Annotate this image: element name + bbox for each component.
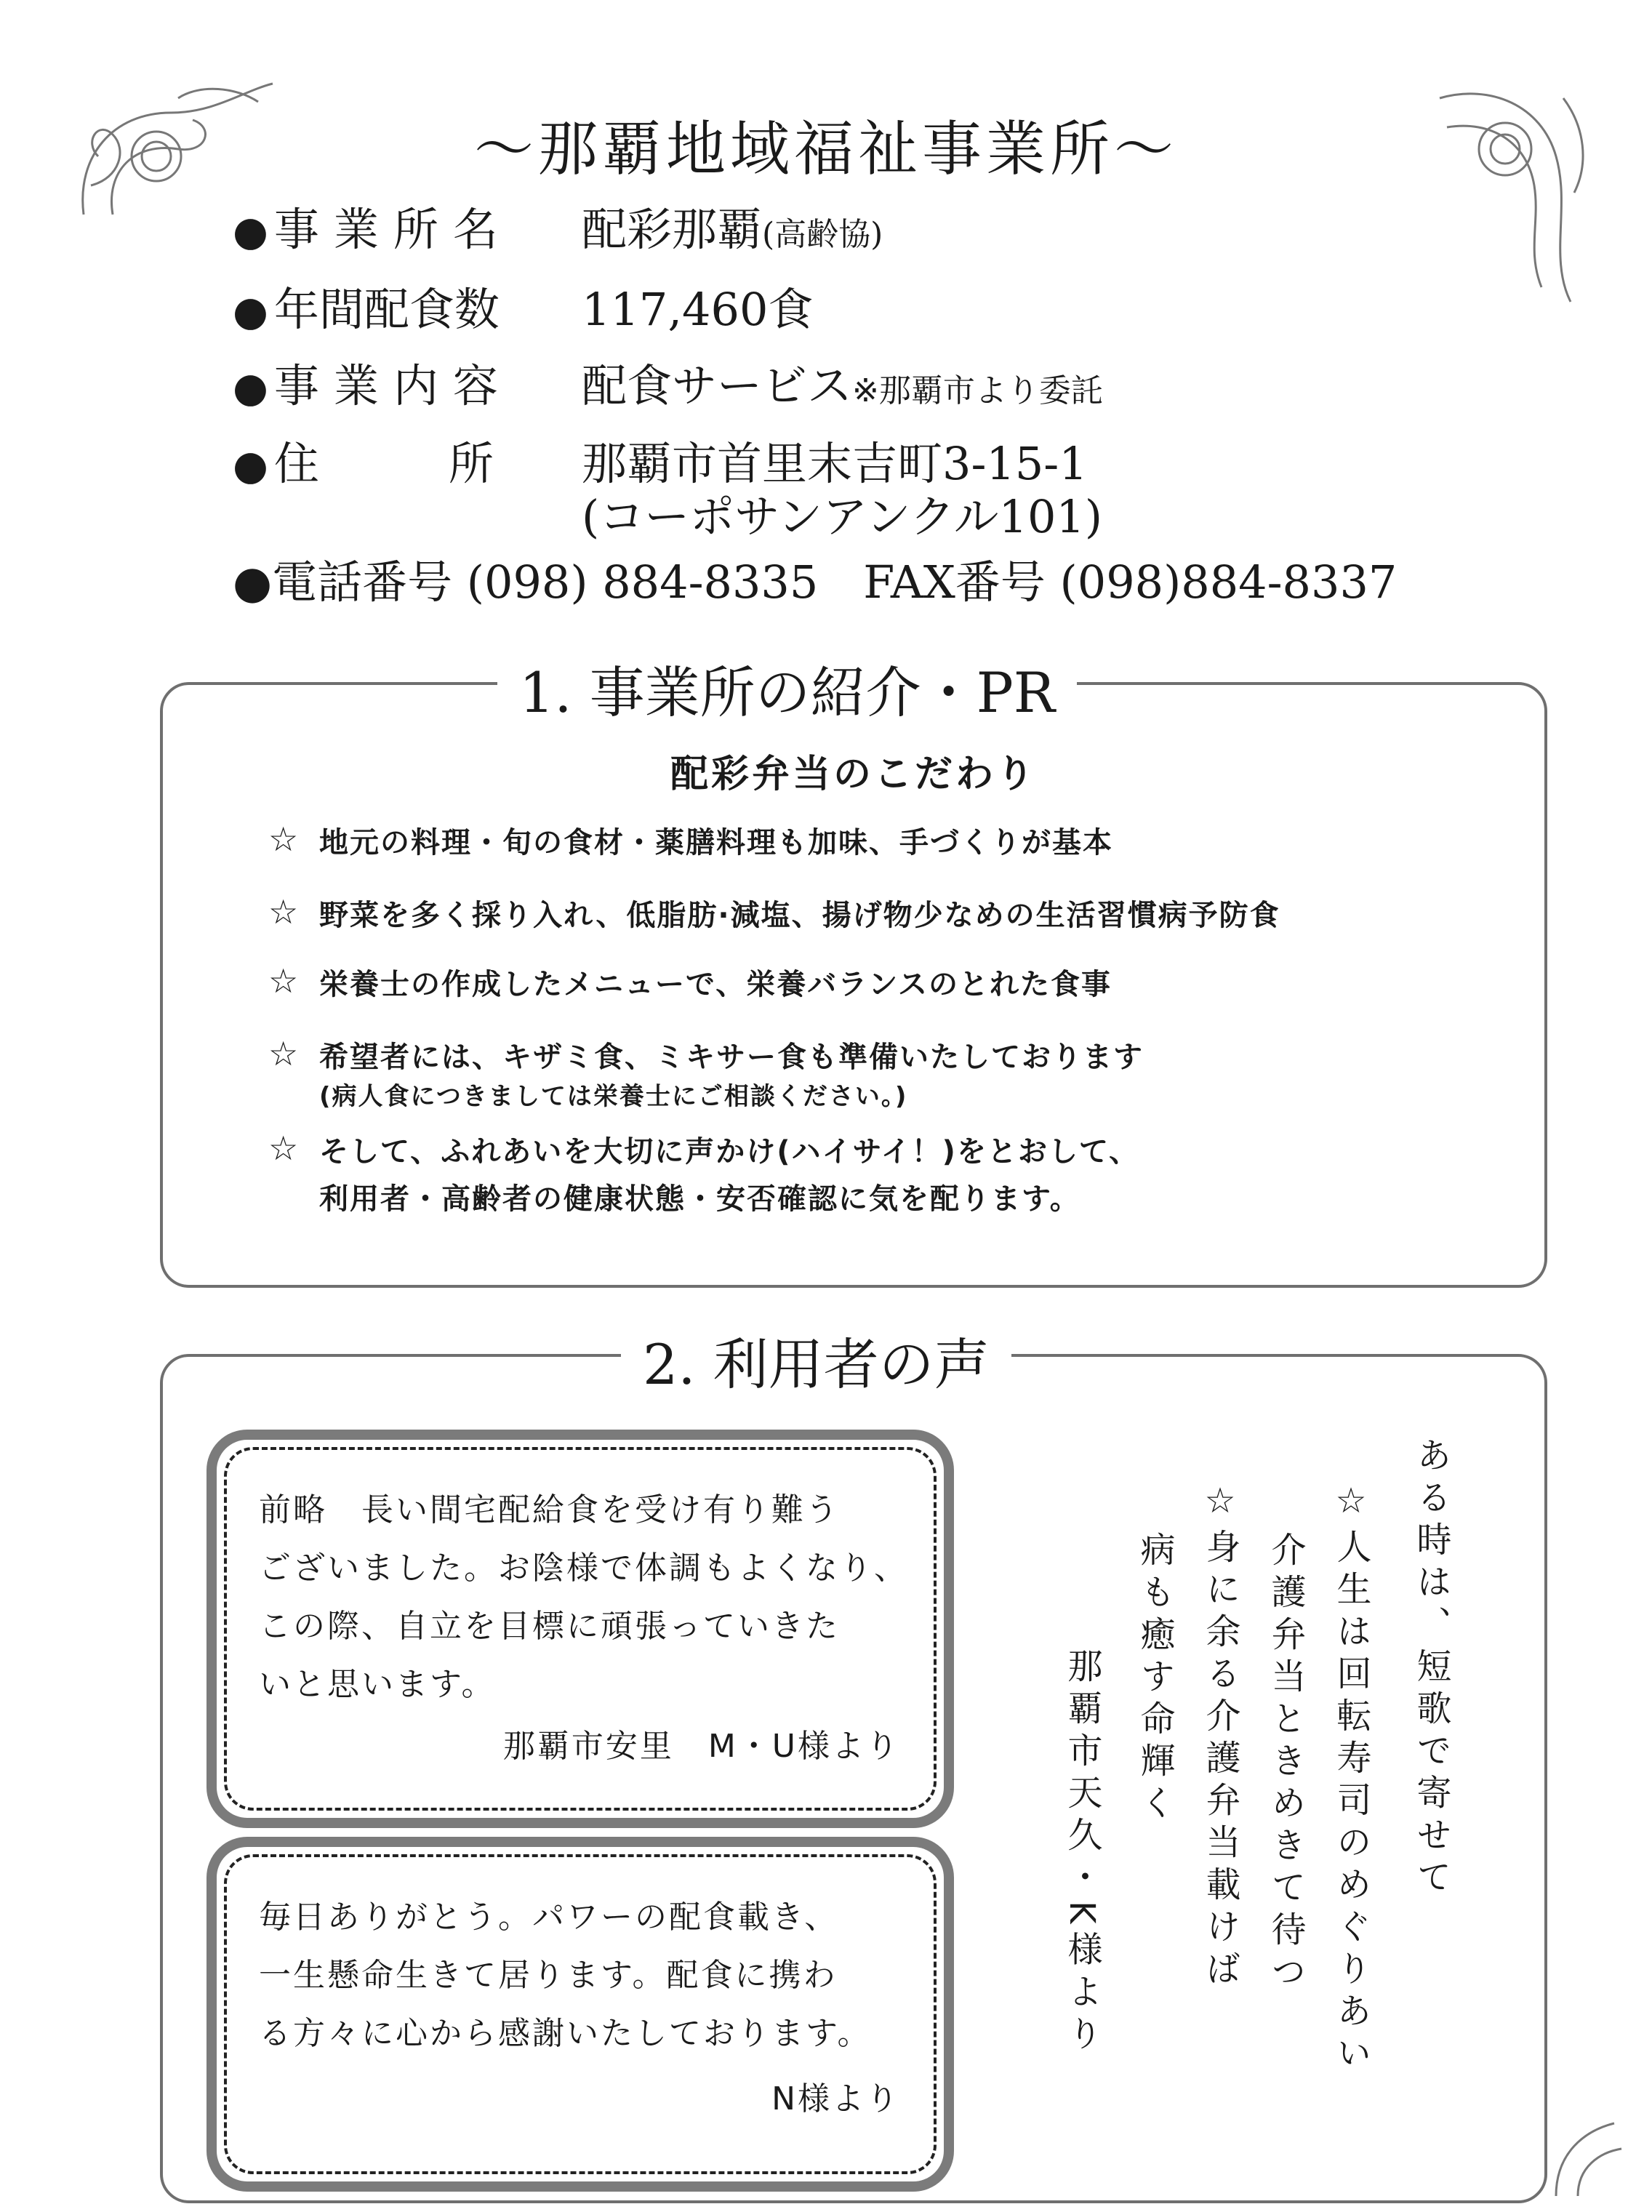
info-row-meals bbox=[233, 283, 814, 336]
pr-item-text: 地元の料理・旬の食材・薬膳料理も加味、手づくりが基本 bbox=[319, 826, 1113, 859]
section-2-box bbox=[160, 1332, 1547, 2203]
info-value: 配食サービス bbox=[582, 359, 853, 412]
tanka-intro: ある時は、短歌で寄せて bbox=[1411, 1437, 1451, 1901]
pr-item-text: 野菜を多く採り入れ、低脂肪·減塩、揚げ物少なめの生活習慣病予防食 bbox=[319, 899, 1280, 932]
page-title: ～那覇地域福祉事業所～ bbox=[473, 115, 1178, 184]
bullet-icon: ● bbox=[233, 442, 268, 489]
tanka-poem-2-line-1: ☆身に余る介護弁当載けば bbox=[1200, 1480, 1240, 1992]
info-row-service bbox=[233, 359, 1103, 412]
info-label: 事業内容 bbox=[273, 359, 513, 412]
testimonial-card-1 bbox=[206, 1430, 954, 1828]
section-2-title: 2. 利用者の声 bbox=[621, 1321, 1011, 1400]
info-note: ※那覇市より委託 bbox=[852, 372, 1103, 409]
testimonial-line: 一生懸命生きて居ります。配食に携わ bbox=[259, 1957, 838, 1994]
pr-item-text-2: 利用者・高齢者の健康状態・安否確認に気を配ります。 bbox=[319, 1182, 1080, 1216]
testimonial-signature: N様より bbox=[771, 2080, 900, 2117]
pr-item-text: 栄養士の作成したメニューで、栄養バランスのとれた食事 bbox=[319, 968, 1112, 1001]
tanka-poem-1-line-1: ☆人生は回転寿司のめぐりあい bbox=[1331, 1480, 1371, 2077]
tanka-signature: 那覇市天久・K様より bbox=[1062, 1648, 1102, 2058]
info-label: 事業所名 bbox=[273, 203, 513, 256]
testimonial-card-2 bbox=[206, 1837, 954, 2192]
star-icon: ☆ bbox=[268, 892, 299, 931]
pr-item-text: 希望者には、キザミ食、ミキサー食も準備いたしております bbox=[319, 1041, 1144, 1074]
testimonial-line: ございました。お陰様で体調もよくなり、 bbox=[259, 1550, 908, 1587]
info-row-office-name bbox=[233, 203, 883, 256]
bullet-icon: ● bbox=[233, 208, 268, 255]
star-icon: ☆ bbox=[268, 961, 299, 1001]
testimonial-line: この際、自立を目標に頑張っていきた bbox=[259, 1608, 840, 1645]
info-value-row-3 bbox=[582, 437, 1088, 490]
bullet-icon: ● bbox=[233, 288, 268, 335]
tanka-poem-2-line-2: 病も癒す命輝く bbox=[1134, 1531, 1175, 1827]
section-1-title: 1. 事業所の紹介・PR bbox=[497, 649, 1077, 728]
pr-item-note: (病人食につきましては栄養士にご相談ください。) bbox=[319, 1082, 908, 1111]
info-value-row-1 bbox=[582, 283, 814, 336]
info-value: 那覇市首里末吉町3-15-1 bbox=[582, 437, 1088, 490]
section-1-box bbox=[160, 660, 1547, 1288]
info-label: 年間配食数 bbox=[273, 283, 500, 336]
info-value-row-2 bbox=[582, 359, 1103, 412]
info-value-row-0 bbox=[582, 203, 883, 256]
star-icon: ☆ bbox=[268, 1129, 299, 1168]
address-line-2: (コーポサンアンクル101) bbox=[582, 490, 1103, 543]
info-row-address bbox=[233, 437, 1088, 490]
info-value: 配彩那覇 bbox=[582, 203, 763, 256]
info-label: 住 所 bbox=[273, 437, 507, 490]
star-icon: ☆ bbox=[268, 1034, 299, 1073]
testimonial-line: る方々に心から感謝いたしております。 bbox=[259, 2015, 872, 2052]
tanka-poem-1-line-2: 介護弁当ときめきて待つ bbox=[1265, 1531, 1306, 1995]
info-note: (高齢協) bbox=[762, 216, 883, 253]
pr-item-text: そして、ふれあいを大切に声かけ(ハイサイ！)をとおして、 bbox=[319, 1135, 1140, 1169]
section-1-subtitle: 配彩弁当のこだわり bbox=[670, 753, 1037, 796]
phone-fax-line: ●電話番号 (098) 884-8335 FAX番号 (098)884-8337 bbox=[233, 556, 1398, 609]
testimonial-line: いと思います。 bbox=[259, 1666, 496, 1703]
info-value: 117,460食 bbox=[582, 283, 814, 336]
testimonial-signature: 那覇市安里 M・U様より bbox=[502, 1728, 900, 1765]
star-icon: ☆ bbox=[268, 820, 299, 859]
testimonial-line: 毎日ありがとう。パワーの配食載き、 bbox=[259, 1899, 839, 1936]
corner-ornament-bottom-right bbox=[1541, 2109, 1629, 2203]
bullet-icon: ● bbox=[233, 364, 268, 412]
testimonial-line: 前略 長い間宅配給食を受け有り難う bbox=[259, 1491, 840, 1528]
